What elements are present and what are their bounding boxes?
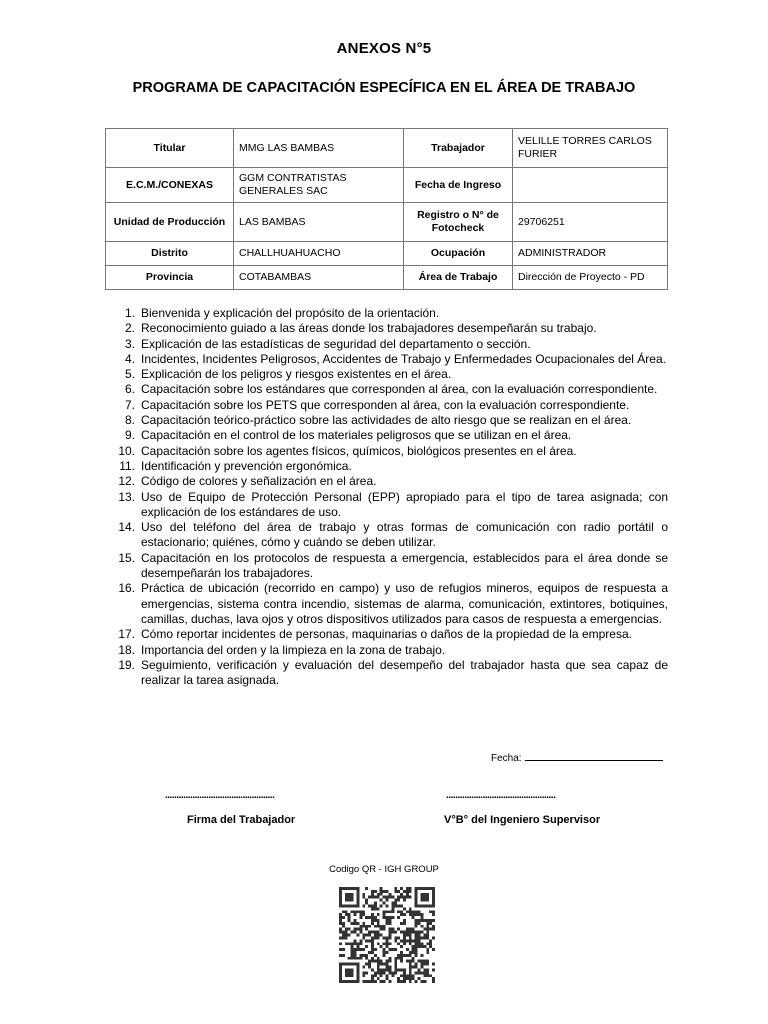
worker-info-table <box>105 128 668 290</box>
item-text: Práctica de ubicación (recorrido en campo) y uso de refugios mineros, equipos de respuesta a emergencias, sistema contra incendio, sistemas de alarma, comunicación, extintores, botiquines, camillas, duchas, lava ojos y otros dispositivos utilizados para casos de respuesta a emergencias. <box>141 581 668 626</box>
info-row-distrito <box>106 242 668 266</box>
list-item <box>104 382 668 397</box>
item-text: Explicación de los peligros y riesgos existentes en el área. <box>141 367 452 382</box>
item-number: 7. <box>124 397 135 412</box>
item-text: Capacitación sobre los agentes físicos, químicos, biológicos presentes en el área. <box>141 443 577 458</box>
item-text: Capacitación sobre los estándares que corresponden al área, con la evaluación correspondiente. <box>141 382 658 397</box>
item-text: Incidentes, Incidentes Peligrosos, Accidentes de Trabajo y Enfermedades Ocupacionales del Área. <box>141 351 666 366</box>
list-item <box>104 581 668 627</box>
value-unidad-produccion: LAS BAMBAS <box>234 203 404 242</box>
list-item <box>104 321 668 336</box>
value-distrito: CHALLHUAHUACHO <box>234 242 404 266</box>
document-subtitle: PROGRAMA DE CAPACITACIÓN ESPECÍFICA EN EL ÁREA DE TRABAJO <box>132 80 636 96</box>
label-unidad-produccion: Unidad de Producción <box>106 203 234 242</box>
item-text: Uso del teléfono del área de trabajo y otras formas de comunicación con radio portátil o estacionario; quiénes, cómo y cuándo se deben utilizar. <box>141 520 668 550</box>
signature-line-worker: ................................................ <box>165 790 275 801</box>
item-text: Capacitación en los protocolos de respuesta a emergencia, establecidos para el área donde se desempeñarán los trabajadores. <box>141 550 668 581</box>
item-number: 12. <box>118 474 135 489</box>
list-item <box>104 352 668 367</box>
info-row-provincia <box>106 266 668 290</box>
item-text: Capacitación sobre los PETS que corresponden al área, con la evaluación correspondiente. <box>141 397 630 412</box>
value-registro-fotocheck: 29706251 <box>513 203 668 242</box>
list-item <box>104 337 668 352</box>
list-item <box>104 459 668 474</box>
signature-label-worker: Firma del Trabajador <box>187 814 296 826</box>
item-number: 16. <box>118 581 135 596</box>
item-text: Identificación y prevención ergonómica. <box>141 458 352 473</box>
document-title: ANEXOS N°5 <box>336 40 432 57</box>
label-trabajador: Trabajador <box>404 129 513 168</box>
date-blank-line <box>525 751 663 761</box>
info-row-ecm <box>106 168 668 203</box>
item-number: 19. <box>118 657 135 672</box>
item-text: Importancia del orden y la limpieza en la zona de trabajo. <box>141 642 446 657</box>
list-item <box>104 474 668 489</box>
item-text: Cómo reportar incidentes de personas, maquinarias o daños de la propiedad de la empresa. <box>141 627 632 642</box>
item-number: 2. <box>124 321 135 336</box>
label-ocupacion: Ocupación <box>404 242 513 266</box>
label-provincia: Provincia <box>106 266 234 290</box>
list-item <box>104 627 668 642</box>
item-number: 14. <box>118 520 135 535</box>
item-text: Uso de Equipo de Protección Personal (EPP) apropiado para el tipo de tarea asignada; con explicación de los estándares de uso. <box>141 489 668 519</box>
list-item <box>104 490 668 521</box>
info-row-titular <box>106 129 668 168</box>
date-field <box>491 751 663 764</box>
item-text: Capacitación teórico-práctico sobre las actividades de alto riesgo que se realizan en el área. <box>141 413 632 428</box>
label-distrito: Distrito <box>106 242 234 266</box>
info-row-unidad <box>106 203 668 242</box>
list-item <box>104 413 668 428</box>
label-area-trabajo: Área de Trabajo <box>404 266 513 290</box>
value-trabajador: VELILLE TORRES CARLOS FURIER <box>513 129 668 168</box>
list-item <box>104 398 668 413</box>
list-item <box>104 658 668 689</box>
program-list <box>104 306 668 688</box>
label-titular: Titular <box>106 129 234 168</box>
list-item <box>104 428 668 443</box>
item-text: Seguimiento, verificación y evaluación del desempeño del trabajador hasta que sea capaz de realizar la tarea asignada. <box>141 657 668 688</box>
item-number: 15. <box>118 550 135 565</box>
list-item <box>104 520 668 551</box>
value-fecha-ingreso <box>513 168 668 203</box>
value-titular: MMG LAS BAMBAS <box>234 129 404 168</box>
list-item <box>104 306 668 321</box>
signature-label-supervisor: V°B° del Ingeniero Supervisor <box>444 814 601 826</box>
item-text: Código de colores y señalización en el área. <box>141 474 377 489</box>
qr-code-image <box>339 887 435 983</box>
list-item <box>104 367 668 382</box>
item-text: Explicación de las estadísticas de seguridad del departamento o sección. <box>141 336 531 351</box>
label-fecha-ingreso: Fecha de Ingreso <box>404 168 513 203</box>
list-item <box>104 444 668 459</box>
item-number: 1. <box>124 306 135 320</box>
value-ocupacion: ADMINISTRADOR <box>513 242 668 266</box>
item-number: 3. <box>124 336 135 351</box>
item-number: 9. <box>124 428 135 443</box>
item-text: Capacitación en el control de los materiales peligrosos que se utilizan en el área. <box>141 428 572 443</box>
list-item <box>104 551 668 582</box>
item-number: 18. <box>118 642 135 657</box>
label-ecm-conexas: E.C.M./CONEXAS <box>106 168 234 203</box>
item-number: 5. <box>124 367 135 382</box>
value-ecm-conexas: GGM CONTRATISTAS GENERALES SAC <box>234 168 404 203</box>
signature-line-supervisor: ................................................ <box>446 790 556 801</box>
date-label: Fecha: <box>491 753 522 764</box>
list-item <box>104 643 668 658</box>
value-provincia: COTABAMBAS <box>234 266 404 290</box>
item-number: 6. <box>124 382 135 397</box>
item-number: 4. <box>124 351 135 366</box>
item-number: 17. <box>118 627 135 642</box>
item-number: 11. <box>119 458 135 473</box>
value-area-trabajo: Dirección de Proyecto - PD <box>513 266 668 290</box>
qr-code-label: Codigo QR - IGH GROUP <box>329 864 439 875</box>
label-registro-fotocheck: Registro o N° de Fotocheck <box>404 203 513 242</box>
item-number: 13. <box>118 489 135 504</box>
item-text: Reconocimiento guiado a las áreas donde los trabajadores desempeñarán su trabajo. <box>141 321 597 336</box>
item-text: Bienvenida y explicación del propósito de la orientación. <box>141 306 440 320</box>
item-number: 8. <box>124 413 135 428</box>
item-number: 10. <box>118 443 135 458</box>
